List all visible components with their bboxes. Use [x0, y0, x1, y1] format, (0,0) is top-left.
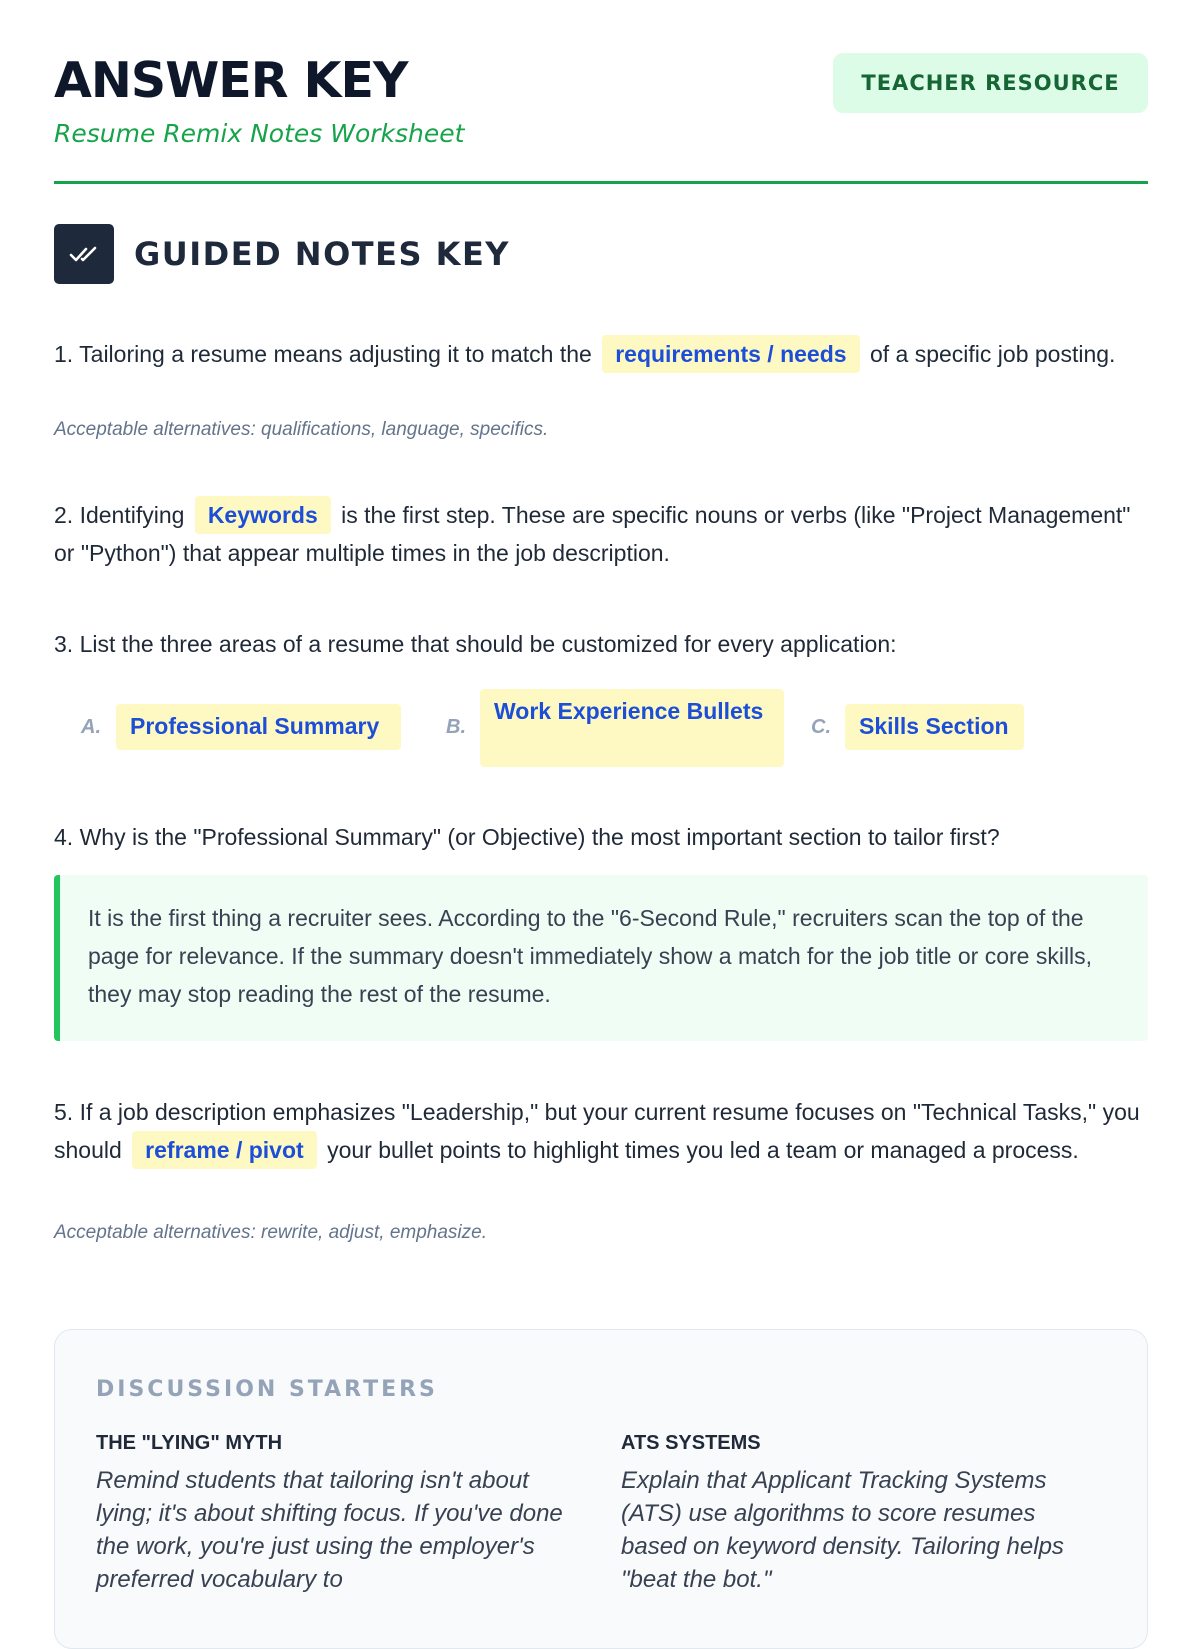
- question-1: [54, 335, 1148, 373]
- question-5-alternatives: Acceptable alternatives: rewrite, adjust, emphasize.: [54, 1222, 487, 1243]
- discussion-title: DISCUSSION STARTERS: [96, 1377, 438, 1402]
- question-3-prompt: 3. List the three areas of a resume that should be customized for every application:: [54, 631, 897, 657]
- question-1-alternatives: Acceptable alternatives: qualifications, language, specifics.: [54, 419, 549, 440]
- area-c-letter: C.: [811, 716, 831, 738]
- question-1-text-end: of a specific job posting.: [869, 341, 1116, 367]
- lying-myth-text: Remind students that tailoring isn't about lying; it's about shifting focus. If you've done the work, you're just using the employer's preferred vocabulary to: [96, 1467, 563, 1593]
- question-5-text: 5. If a job description emphasizes "Leadership," but your current resume focuses on "Technical Tasks," you should: [54, 1099, 1140, 1163]
- area-a-answer: Professional Summary: [116, 704, 401, 750]
- question-5: [54, 1093, 1148, 1169]
- area-b-answer: Work Experience Bullets: [480, 689, 784, 767]
- question-2-answer: Keywords: [195, 496, 331, 534]
- resume-areas-list: [54, 689, 1148, 769]
- question-1-answer: requirements / needs: [602, 335, 859, 373]
- question-4-answer-box: It is the first thing a recruiter sees. According to the "6-Second Rule," recruiters scan the top of the page for relevance. If the summary doesn't immediately show a match for the job title or core skills, they may stop reading the rest of the resume.: [54, 875, 1148, 1041]
- area-c-answer: Skills Section: [845, 704, 1024, 750]
- question-5-answer: reframe / pivot: [132, 1131, 317, 1169]
- discussion-starters-card: [54, 1329, 1148, 1649]
- lying-myth-heading: THE "LYING" MYTH: [96, 1432, 283, 1454]
- teacher-resource-badge: TEACHER RESOURCE: [833, 53, 1148, 113]
- question-1-text: 1. Tailoring a resume means adjusting it to match the: [54, 341, 592, 367]
- question-2-text: 2. Identifying: [54, 502, 185, 528]
- section-title: GUIDED NOTES KEY: [134, 235, 510, 273]
- worksheet-subtitle: Resume Remix Notes Worksheet: [54, 119, 465, 148]
- ats-systems-heading: ATS SYSTEMS: [621, 1432, 761, 1454]
- question-5-text-end: your bullet points to highlight times you led a team or managed a process.: [327, 1137, 1079, 1163]
- area-a-letter: A.: [81, 716, 101, 738]
- question-4-prompt: 4. Why is the "Professional Summary" (or Objective) the most important section to tailor first?: [54, 824, 1000, 850]
- page-title: ANSWER KEY: [54, 52, 408, 109]
- double-check-icon: [54, 224, 114, 284]
- header-divider: [54, 181, 1148, 184]
- question-2: [54, 496, 1148, 572]
- ats-systems-text: Explain that Applicant Tracking Systems (ATS) use algorithms to score resumes based on keyword density. Tailoring helps "beat the bot.": [621, 1467, 1064, 1593]
- area-b-letter: B.: [446, 716, 466, 738]
- question-2-text-end: is the first step. These are specific nouns or verbs (like "Project Management" or "Python") that appear multiple times in the job description.: [54, 502, 1131, 566]
